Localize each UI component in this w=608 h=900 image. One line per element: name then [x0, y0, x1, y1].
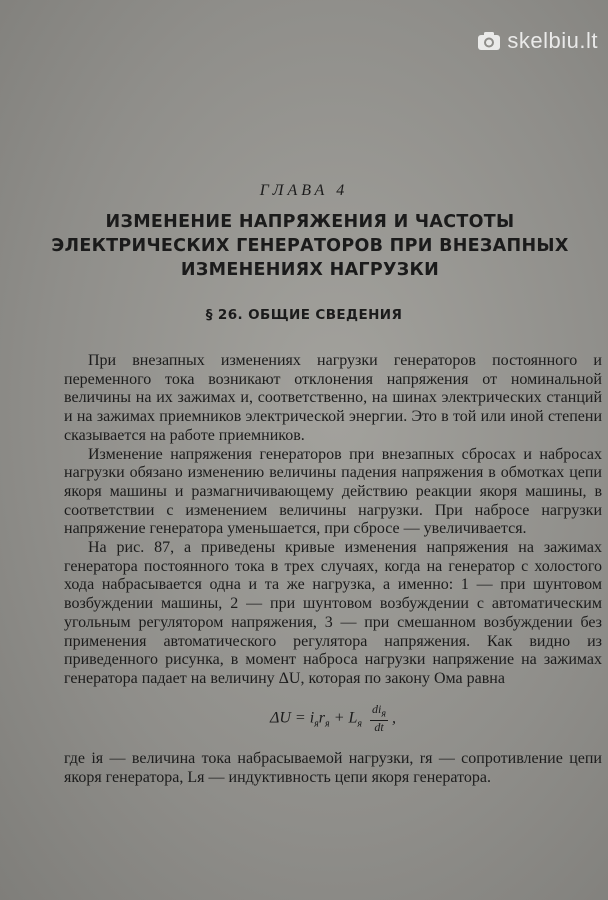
body-text — [64, 352, 602, 787]
title-line: ЭЛЕКТРИЧЕСКИХ ГЕНЕРАТОРОВ ПРИ ВНЕЗАПНЫХ — [51, 236, 569, 256]
paragraph: При внезапных изменениях нагрузки генераторов постоянного и переменного тока возникают отклонения напряжения от номинальной величины на их зажимах и, соответственно, на шинах электрических станций и на зажимах приемников электрической энергии. Это в той или иной степени сказывается на работе приемников. — [64, 352, 602, 444]
watermark-text: skelbiu.lt — [507, 28, 598, 53]
fraction: $\frac{di_я}{dt}$ — [372, 701, 387, 735]
chapter-title — [40, 210, 580, 282]
paragraph: Изменение напряжения генераторов при внезапных сбросах и набросах нагрузки обязано изменению величины падения напряжения в обмотках цепи якоря машины и размагничивающему действию реакции якоря машины, в соответствии с изменением величины нагрузки. При набросе нагрузки напряжение генератора уменьшается, при сбросе — увеличивается. — [64, 445, 602, 538]
chapter-heading: ГЛАВА 4 — [259, 182, 349, 199]
paragraph: На рис. 87, а приведены кривые изменения напряжения на зажимах генератора постоянного тока в трех случаях, когда на генератор с холостого хода набрасывается одна и та же нагрузка, а именно: 1 — при шунтовом возбуждении машины, 2 — при шунтовом возбуждении с автоматическим угольным регулятором напряжения, 3 — при смешанном возбуждении без применения автоматического регулятора напряжения. Как видно из приведенного рисунка, в момент наброса нагрузки напряжение на зажимах генератора падает на величину ΔU, которая по закону Ома равна — [64, 539, 602, 687]
title-line: ИЗМЕНЕНИЯХ НАГРУЗКИ — [180, 260, 440, 280]
watermark — [477, 28, 598, 54]
section-heading: § 26. ОБЩИЕ СВЕДЕНИЯ — [205, 307, 403, 323]
title-line: ИЗМЕНЕНИЕ НАПРЯЖЕНИЯ И ЧАСТОТЫ — [105, 212, 515, 232]
paragraph: где iя — величина тока набрасываемой нагрузки, rя — сопротивление цепи якоря генератора, Lя — индуктивность цепи якоря генератора. — [64, 750, 602, 786]
formula: $\Delta U = i_яr_я + L_я$ $\frac{di_я}{dt}$ , — [269, 701, 397, 735]
camera-icon — [477, 31, 501, 51]
